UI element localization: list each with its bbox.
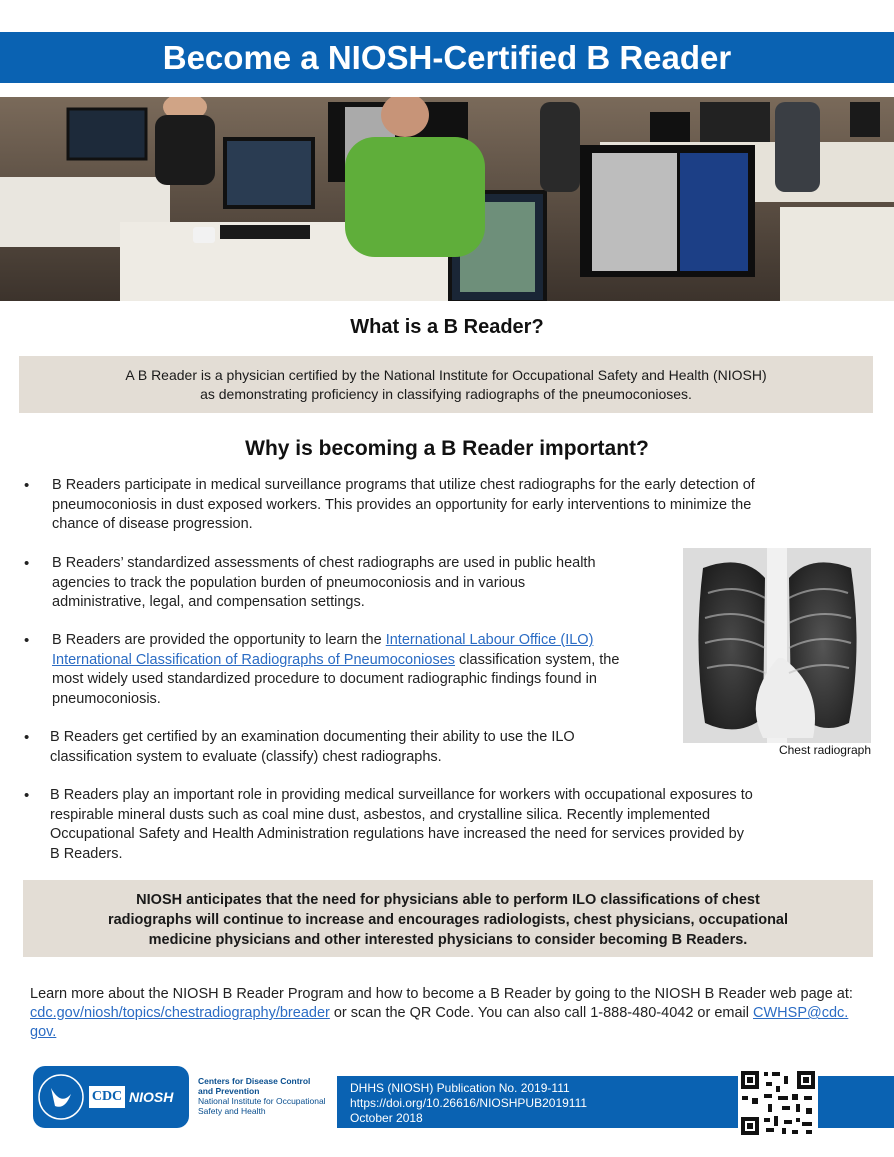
chest-radiograph-image	[683, 548, 871, 743]
anticipates-line: medicine physicians and other interested physicians to consider becoming B Readers.	[148, 932, 748, 948]
ilo-link[interactable]: International Labour Office (ILO)	[385, 632, 594, 648]
bullet-icon: •	[24, 729, 30, 746]
bullet-1-line: pneumoconiosis in dust exposed workers. This provides an opportunity for early interventions to minimize the	[52, 496, 752, 513]
email-link[interactable]: CWHSP@cdc.	[753, 1005, 849, 1021]
niosh-logo-text: NIOSH	[129, 1089, 174, 1105]
bullet-3-line: pneumoconiosis.	[52, 690, 161, 707]
anticipates-line: NIOSH anticipates that the need for physicians able to perform ILO classifications of chest	[136, 892, 760, 908]
bullet-icon: •	[24, 787, 30, 804]
hero-photo	[0, 97, 894, 301]
page-title: Become a NIOSH-Certified B Reader	[0, 32, 894, 83]
bullet-2-line: B Readers’ standardized assessments of chest radiographs are used in public health	[52, 555, 596, 571]
learn-more-text-2: or scan the QR Code. You can also call 1-888-480-4042 or email	[329, 1005, 754, 1021]
bullet-3-line: most widely used standardized procedure to document radiographic findings found in	[52, 671, 597, 687]
bullet-2-line: agencies to track the population burden of pneumoconiosis and in various	[52, 574, 526, 591]
learn-more-text: Learn more about the NIOSH B Reader Program and how to become a B Reader by going to the NIOSH B Reader web page at:	[30, 986, 853, 1002]
bullet-icon: •	[24, 632, 30, 649]
definition-line-1: A B Reader is a physician certified by the National Institute for Occupational Safety and Health (NIOSH)	[125, 367, 767, 383]
bullet-3-text: B Readers are provided the opportunity to learn the	[52, 632, 386, 648]
why-heading: Why is becoming a B Reader important?	[245, 437, 649, 460]
publication-info	[350, 1081, 587, 1126]
bullet-icon: •	[24, 477, 30, 494]
radiograph-caption: Chest radiograph	[778, 743, 871, 757]
publication-number: DHHS (NIOSH) Publication No. 2019-111	[350, 1081, 570, 1095]
bullet-3-text: classification system, the	[455, 651, 620, 668]
hhs-eagle-icon	[51, 1088, 71, 1107]
agency-line: National Institute for Occupational	[198, 1096, 326, 1106]
what-heading: What is a B Reader?	[350, 316, 544, 338]
bullet-4-line: B Readers get certified by an examination documenting their ability to use the ILO	[50, 729, 575, 745]
cdc-logo-text: CDC	[91, 1089, 123, 1104]
anticipates-line: radiographs will continue to increase and encourages radiologists, chest physicians, occupational	[107, 912, 789, 928]
bullet-5-line: Occupational Safety and Health Administration regulations have increased the need for services provided by	[50, 826, 744, 842]
email-link-cont[interactable]: gov.	[30, 1024, 57, 1040]
anticipates-box	[23, 880, 873, 957]
bullet-icon: •	[24, 555, 30, 572]
learn-more-paragraph	[30, 985, 870, 1042]
bullet-5-line: B Readers.	[50, 845, 123, 862]
publication-doi: https://doi.org/10.26616/NIOSHPUB2019111	[350, 1096, 588, 1110]
definition-box	[19, 356, 873, 413]
qr-code-icon[interactable]	[738, 1068, 818, 1138]
agency-line: and Prevention	[198, 1086, 260, 1096]
bullet-4-line: classification system to evaluate (classify) chest radiographs.	[50, 748, 442, 765]
agency-line: Safety and Health	[198, 1106, 266, 1116]
bullet-2-line: administrative, legal, and compensation settings.	[52, 594, 365, 610]
ilo-classification-link[interactable]: International Classification of Radiographs of Pneumoconioses	[52, 651, 456, 668]
publication-date: October 2018	[350, 1111, 423, 1125]
cdc-niosh-logo	[33, 1066, 189, 1128]
bullet-1-line: B Readers participate in medical surveillance programs that utilize chest radiographs for the early detection of	[52, 477, 755, 493]
agency-line: Centers for Disease Control	[198, 1076, 311, 1086]
definition-line-2: as demonstrating proficiency in classifying radiographs of the pneumoconioses.	[200, 386, 692, 402]
bullet-1-line: chance of disease progression.	[52, 516, 253, 532]
breader-web-link[interactable]: cdc.gov/niosh/topics/chestradiography/breader	[30, 1005, 330, 1021]
bullet-5-line: respirable mineral dusts such as coal mine dust, asbestos, and crystalline silica. Recently implemented	[50, 806, 711, 823]
agency-name	[198, 1076, 338, 1116]
bullet-5-line: B Readers play an important role in providing medical surveillance for workers with occupational exposures to	[50, 787, 753, 803]
